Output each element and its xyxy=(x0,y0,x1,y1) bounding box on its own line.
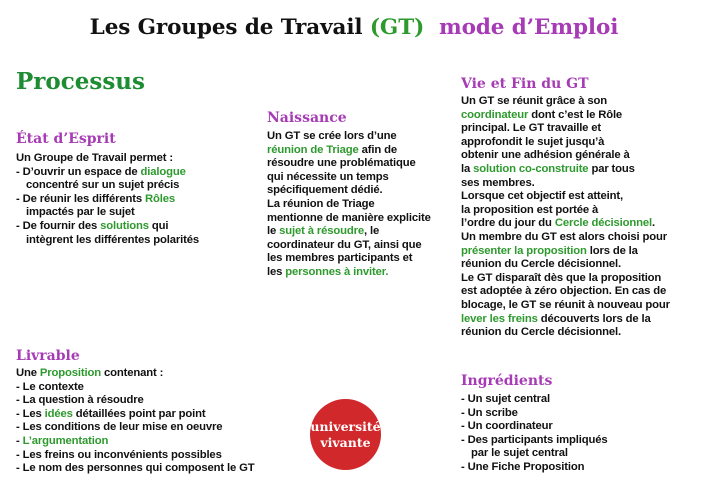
vie-line: Le GT disparaît dès que la proposition xyxy=(461,271,662,284)
naissance-section xyxy=(267,130,431,280)
naissance-line: La réunion de Triage xyxy=(267,197,375,210)
vie-line: obtenir une adhésion générale à xyxy=(461,149,630,162)
naissance-line: coordinateur du GT, ainsi que xyxy=(267,238,422,251)
ingredient-item: - Des participants impliqués xyxy=(461,433,608,446)
ingredient-item: - Un coordinateur xyxy=(461,420,553,433)
ingredients-section xyxy=(461,393,607,475)
livrable-item: - Les conditions de leur mise en oeuvre xyxy=(16,421,223,434)
ingredient-item-cont: par le sujet central xyxy=(471,447,568,460)
naissance-line: les personnes à inviter. xyxy=(267,265,389,278)
etat-intro: Un Groupe de Travail permet : xyxy=(16,152,173,164)
livrable-item: - La question à résoudre xyxy=(16,394,144,407)
livrable-item: - Les freins ou inconvénients possibles xyxy=(16,448,222,461)
vie-line: réunion du Cercle décisionnel. xyxy=(461,258,621,271)
processus-heading: Processus xyxy=(16,68,145,95)
naissance-line: réunion de Triage afin de xyxy=(267,143,397,156)
livrable-section xyxy=(16,367,255,476)
livrable-item: - Le contexte xyxy=(16,380,84,393)
livrable-item: - Les idées détaillées point par point xyxy=(16,407,206,420)
vie-line: Un GT se réunit grâce à son xyxy=(461,95,607,107)
vie-line: coordinateur dont c’est le Rôle xyxy=(461,108,623,121)
title-gt: (GT) xyxy=(369,15,425,40)
naissance-line: qui nécessite un temps xyxy=(267,170,389,183)
vie-line: principal. Le GT travaille et xyxy=(461,122,602,135)
naissance-line: mentionne de manière explicite xyxy=(267,211,431,224)
vie-line: Un membre du GT est alors choisi pour xyxy=(461,230,667,243)
etat-heading: État d’Esprit xyxy=(16,131,116,147)
vie-line: lever les freins découverts lors de la xyxy=(461,312,651,325)
ingredient-item: - Un scribe xyxy=(461,406,518,419)
universite-vivante-logo xyxy=(310,399,381,470)
vie-line: ses membres. xyxy=(461,176,535,189)
livrable-item: - Le nom des personnes qui composent le GT xyxy=(16,462,255,475)
vie-line: présenter la proposition lors de la xyxy=(461,244,638,257)
ingredient-item: - Un sujet central xyxy=(461,393,550,405)
vie-line: blocage, le GT se réunit à nouveau pour xyxy=(461,298,670,311)
livrable-item: - L’argumentation xyxy=(16,434,109,447)
naissance-line: résoudre une problématique xyxy=(267,157,416,170)
etat-item-3: - De fournir des solutions qui xyxy=(16,219,169,232)
livrable-heading: Livrable xyxy=(16,348,80,364)
naissance-line: Un GT se crée lors d’une xyxy=(267,130,397,142)
naissance-line: spécifiquement dédié. xyxy=(267,184,383,197)
etat-section xyxy=(16,152,199,247)
livrable-intro: Une Proposition contenant : xyxy=(16,367,164,379)
vie-heading: Vie et Fin du GT xyxy=(461,76,589,92)
vie-section xyxy=(461,95,670,340)
etat-item-2: - De réunir les différents Rôles xyxy=(16,192,176,205)
ingredient-item: - Une Fiche Proposition xyxy=(461,460,585,473)
title-part1: Les Groupes de Travail xyxy=(89,15,370,40)
logo-line-2: vivante xyxy=(320,434,371,450)
vie-line: réunion du Cercle décisionnel. xyxy=(461,326,621,339)
etat-item-1: - D’ouvrir un espace de dialogue xyxy=(16,165,186,178)
title-part2: mode d’Emploi xyxy=(438,15,619,40)
vie-line: la solution co-construite par tous xyxy=(461,162,635,175)
logo-line-1: université xyxy=(310,418,381,434)
ingredients-heading: Ingrédients xyxy=(461,373,553,389)
etat-item-2-cont: impactés par le sujet xyxy=(26,206,135,219)
vie-line: l’ordre du jour du Cercle décisionnel. xyxy=(461,217,655,230)
etat-item-3-cont: intègrent les différentes polarités xyxy=(26,233,200,246)
vie-line: approfondit le sujet jusqu’à xyxy=(461,135,605,148)
naissance-line: le sujet à résoudre, le xyxy=(267,225,380,238)
vie-line: Lorsque cet objectif est atteint, xyxy=(461,190,624,203)
naissance-line: les membres participants et xyxy=(267,252,413,265)
vie-line: est adoptée à zéro objection. En cas de xyxy=(461,285,667,298)
vie-line: la proposition est portée à xyxy=(461,203,599,216)
naissance-heading: Naissance xyxy=(267,110,347,126)
etat-item-1-cont: concentré sur un sujet précis xyxy=(26,179,180,192)
page-title xyxy=(0,15,708,40)
